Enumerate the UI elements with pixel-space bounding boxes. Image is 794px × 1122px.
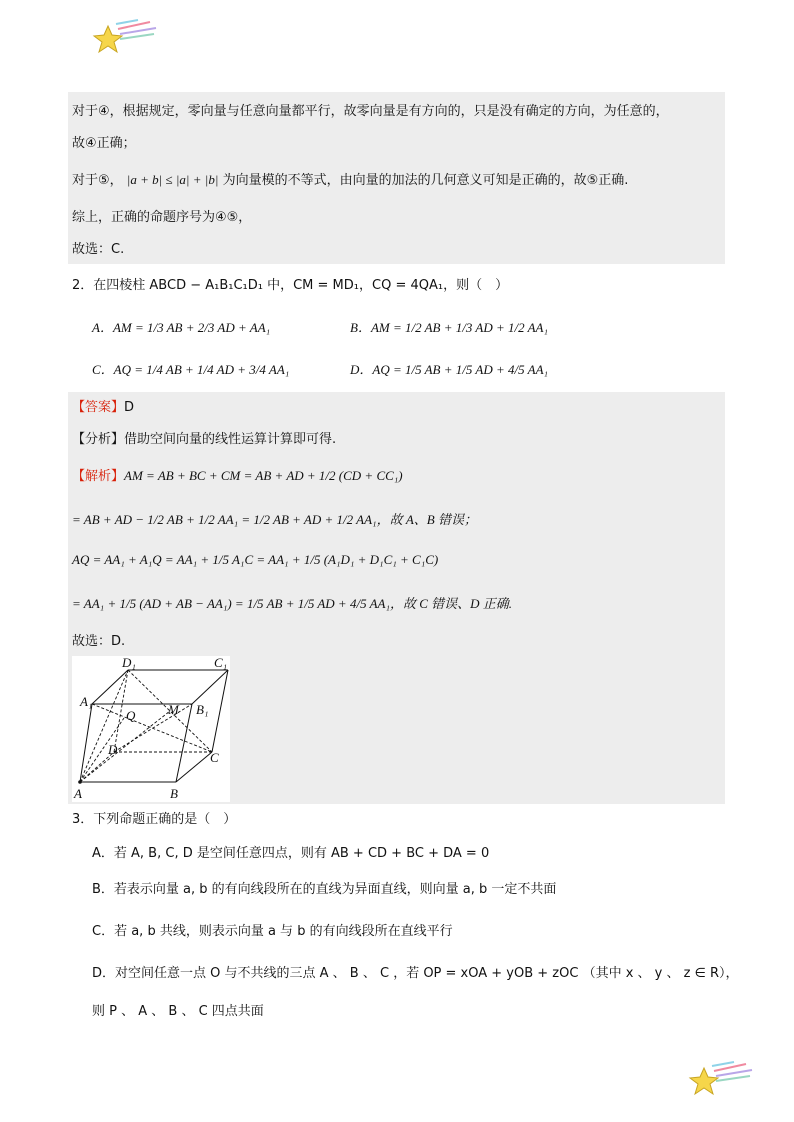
label-A1: A₁ (80, 694, 93, 709)
label-A: A (74, 786, 82, 801)
q2-stem: 2．在四棱柱 ABCD − A₁B₁C₁D₁ 中，CM = MD₁，CQ = 4QA₁，则（ ） (72, 278, 509, 293)
analysis-line: 【分析】借助空间向量的线性运算计算即可得. (72, 432, 337, 447)
answer-value: D (124, 400, 135, 415)
label-C: C (210, 750, 219, 765)
block1-line5: 故选：C. (72, 242, 125, 257)
q2-option-a: A．AM = 1/3 AB + 2/3 AD + AA₁ (92, 320, 271, 335)
label-B: B (170, 786, 178, 801)
q3-stem: 3．下列命题正确的是（ ） (72, 812, 237, 827)
prism-figure (72, 656, 230, 802)
block1-line4: 综上，正确的命题序号为④⑤， (72, 210, 252, 225)
block1-line3-post: 为向量模的不等式，由向量的加法的几何意义可知是正确的，故⑤正确. (222, 173, 629, 188)
choose-line: 故选：D. (72, 634, 126, 649)
answer-line (72, 398, 134, 418)
q2-option-b: B．AM = 1/2 AB + 1/3 AD + 1/2 AA₁ (350, 320, 549, 335)
label-C1: C₁ (214, 656, 228, 670)
block1-line2: 故④正确； (72, 136, 136, 151)
answer-label: 【答案】 (72, 400, 125, 415)
q3-option-b: B．若表示向量 a, b 的有向线段所在的直线为异面直线，则向量 a, b 一定不共面 (92, 882, 557, 897)
explain-step-2: = AB + AD − 1/2 AB + 1/2 AA₁ = 1/2 AB + AD + 1/2 AA₁，故 A、B 错误； (72, 512, 477, 527)
star-decoration-icon (92, 18, 164, 60)
q2-option-d: D．AQ = 1/5 AB + 1/5 AD + 4/5 AA₁ (350, 362, 549, 377)
norm-inequality: |a + b| ≤ |a| + |b| (126, 172, 219, 187)
q3-option-d-line2: 则 P 、 A 、 B 、 C 四点共面 (92, 1004, 264, 1019)
explain-step-4: = AA₁ + 1/5 (AD + AB − AA₁) = 1/5 AB + 1/5 AD + 4/5 AA₁，故 C 错误、D 正确. (72, 596, 513, 611)
label-D1: D₁ (122, 656, 136, 670)
explain-line-1 (72, 466, 403, 487)
q3-option-c: C．若 a, b 共线，则表示向量 a 与 b 的有向线段所在直线平行 (92, 924, 453, 939)
label-B1: B₁ (196, 702, 209, 717)
star-decoration-icon (688, 1060, 760, 1102)
block1-line1: 对于④，根据规定，零向量与任意向量都平行，故零向量是有方向的，只是没有确定的方向，为任意的， (72, 104, 669, 119)
explain-label: 【解析】 (72, 469, 125, 484)
q3-option-d-line1: D．对空间任意一点 O 与不共线的三点 A 、 B 、 C ，若 OP = xOA + yOB + zOC （其中 x 、 y 、 z ∈ R）， (92, 966, 739, 981)
block1-line3 (72, 170, 628, 191)
q3-option-a: A．若 A, B, C, D 是空间任意四点，则有 AB + CD + BC + DA = 0 (92, 846, 490, 861)
label-D: D (108, 742, 118, 757)
explain-step-3: AQ = AA₁ + A₁Q = AA₁ + 1/5 A₁C = AA₁ + 1/5 (A₁D₁ + D₁C₁ + C₁C) (72, 552, 439, 567)
block1-line3-pre: 对于⑤， (72, 173, 123, 188)
explain-step-1: AM = AB + BC + CM = AB + AD + 1/2 (CD + CC₁) (124, 468, 403, 483)
label-M: M (168, 702, 179, 717)
label-Q: Q (126, 708, 136, 723)
q2-option-c: C．AQ = 1/4 AB + 1/4 AD + 3/4 AA₁ (92, 362, 290, 377)
